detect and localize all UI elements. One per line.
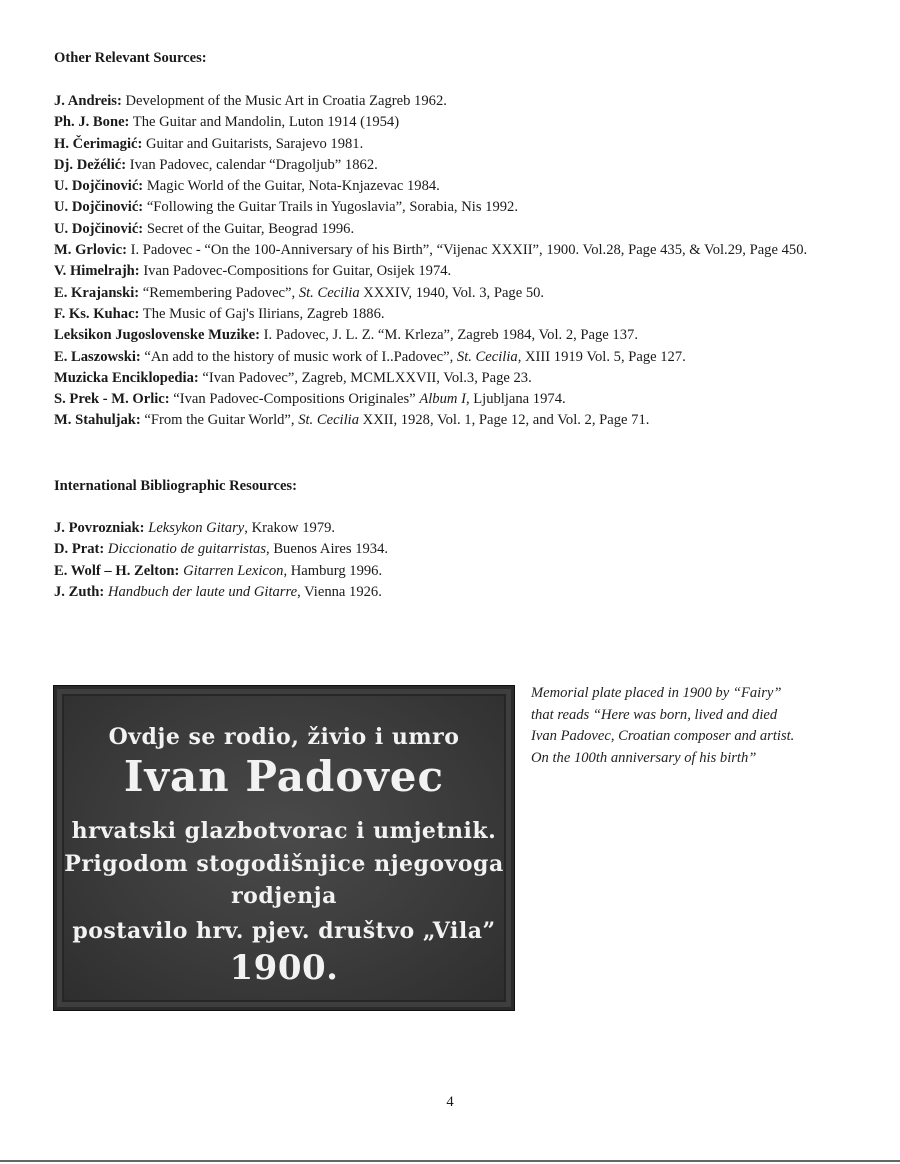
- entry-author: M. Stahuljak:: [54, 412, 141, 429]
- entry-author: Ph. J. Bone:: [54, 114, 130, 131]
- entry-author: F. Ks. Kuhac:: [54, 305, 140, 322]
- page-number: 4: [446, 1094, 454, 1110]
- memorial-plate-surface: [62, 694, 506, 1002]
- entry-title-italic: St. Cecilia: [298, 412, 360, 429]
- international-sources-list: [54, 518, 854, 603]
- bibliography-entry: [54, 197, 854, 218]
- caption-line-2: that reads “Here was born, lived and died: [531, 706, 778, 723]
- plate-line-7: 1900.: [229, 948, 339, 988]
- plate-line-3: hrvatski glazbotvorac i umjetnik.: [71, 818, 497, 844]
- entry-text-rest: , Vienna 1926.: [297, 583, 382, 600]
- bibliography-entry: [54, 176, 854, 197]
- bibliography-entry: [54, 539, 854, 560]
- plate-line-2: Ivan Padovec: [123, 752, 445, 801]
- plate-line-1: Ovdje se rodio, živio i umro: [108, 724, 460, 750]
- plate-line-4: Prigodom stogodišnjice njegovoga: [64, 851, 504, 877]
- memorial-plate-photo: [53, 685, 515, 1011]
- entry-author: H. Čerimagić:: [54, 135, 143, 152]
- bibliography-entry: [54, 240, 854, 261]
- plate-line-5: rodjenja: [231, 883, 337, 909]
- entry-author: Muzicka Enciklopedia:: [54, 369, 199, 386]
- entry-text-rest: XXII, 1928, Vol. 1, Page 12, and Vol. 2, Page 71.: [359, 412, 650, 429]
- entry-author: Dj. Dežélić:: [54, 156, 127, 173]
- entry-author: E. Krajanski:: [54, 284, 140, 301]
- entry-text: “Ivan Padovec-Compositions Originales”: [169, 391, 420, 408]
- entry-author: E. Wolf – H. Zelton:: [54, 562, 180, 579]
- entry-author: M. Grlovic:: [54, 242, 127, 259]
- entry-text: Ivan Padovec, calendar “Dragoljub” 1862.: [126, 156, 378, 173]
- entry-title-italic: Diccionatio de guitarristas: [107, 541, 267, 558]
- bibliography-entry: [54, 389, 854, 410]
- bibliography-entry: [54, 561, 854, 582]
- plate-caption: [531, 683, 861, 769]
- entry-text-rest: , Hamburg 1996.: [283, 562, 383, 579]
- entry-title-italic: Handbuch der laute und Gitarre: [107, 583, 298, 600]
- entry-text-rest: , Ljubljana 1974.: [465, 391, 566, 408]
- entry-author: U. Dojčinović:: [54, 220, 144, 237]
- entry-text: “From the Guitar World”,: [140, 412, 299, 429]
- bibliography-entry: [54, 91, 854, 112]
- entry-title-italic: St. Cecilia: [298, 284, 360, 301]
- entry-author: J. Andreis:: [54, 93, 122, 109]
- entry-text: I. Padovec, J. L. Z. “M. Krleza”, Zagreb 1984, Vol. 2, Page 137.: [259, 327, 638, 344]
- bibliography-entry: [54, 283, 854, 304]
- bibliography-entry: [54, 112, 854, 133]
- caption-line-1: Memorial plate placed in 1900 by “Fairy”: [531, 685, 782, 701]
- caption-line-3: Ivan Padovec, Croatian composer and artist.: [531, 728, 795, 744]
- bibliography-entry: [54, 134, 854, 155]
- bibliography-entry: [54, 304, 854, 325]
- entry-text-rest: XXXIV, 1940, Vol. 3, Page 50.: [359, 284, 545, 301]
- entry-text: “Following the Guitar Trails in Yugoslavia”, Sorabia, Nis 1992.: [143, 199, 518, 216]
- entry-text: I. Padovec - “On the 100-Anniversary of his Birth”, “Vijenac XXXII”, 1900. Vol.28, Page 435, & Vol.29, Page 450.: [126, 242, 808, 259]
- entry-text: Guitar and Guitarists, Sarajevo 1981.: [142, 135, 364, 152]
- entry-author: S. Prek - M. Orlic:: [54, 391, 170, 408]
- entry-text: “An add to the history of music work of I..Padovec”,: [140, 348, 457, 365]
- bibliography-entry: [54, 582, 854, 603]
- bibliography-entry: [54, 347, 854, 368]
- entry-text: Magic World of the Guitar, Nota-Knjazevac 1984.: [143, 178, 440, 195]
- bibliography-entry: [54, 518, 854, 539]
- heading-other-sources: Other Relevant Sources:: [54, 50, 207, 66]
- entry-text: “Ivan Padovec”, Zagreb, MCMLXXVII, Vol.3, Page 23.: [198, 369, 532, 386]
- entry-author: U. Dojčinović:: [54, 199, 144, 216]
- entry-title-italic: Leksykon Gitary: [148, 520, 245, 536]
- entry-text: The Guitar and Mandolin, Luton 1914 (1954): [129, 114, 400, 131]
- entry-author: J. Povrozniak:: [54, 520, 145, 536]
- entry-text-rest: , XIII 1919 Vol. 5, Page 127.: [517, 348, 686, 365]
- entry-text: “Remembering Padovec”,: [139, 284, 299, 301]
- entry-author: J. Zuth:: [54, 583, 105, 600]
- other-sources-list: [54, 91, 854, 432]
- bibliography-entry: [54, 325, 854, 346]
- entry-text-rest: , Buenos Aires 1934.: [266, 541, 389, 558]
- entry-text: The Music of Gaj's Ilirians, Zagreb 1886.: [139, 305, 385, 322]
- heading-international: International Bibliographic Resources:: [54, 478, 297, 494]
- page-edge-divider: [0, 1160, 900, 1162]
- entry-text: Secret of the Guitar, Beograd 1996.: [143, 220, 355, 237]
- entry-title-italic: Gitarren Lexicon: [183, 562, 284, 579]
- bibliography-entry: [54, 261, 854, 282]
- entry-text-rest: , Krakow 1979.: [244, 520, 336, 536]
- entry-author: Leksikon Jugoslovenske Muzike:: [54, 327, 260, 344]
- bibliography-entry: [54, 410, 854, 431]
- entry-title-italic: Album I: [419, 391, 466, 408]
- entry-text: Development of the Music Art in Croatia Zagreb 1962.: [121, 93, 447, 109]
- entry-author: V. Himelrajh:: [54, 263, 140, 280]
- plate-line-6: postavilo hrv. pjev. društvo „Vila”: [72, 918, 496, 944]
- entry-text: Ivan Padovec-Compositions for Guitar, Osijek 1974.: [139, 263, 452, 280]
- bibliography-entry: [54, 219, 854, 240]
- entry-author: D. Prat:: [54, 541, 105, 558]
- bibliography-entry: [54, 368, 854, 389]
- entry-title-italic: St. Cecilia: [456, 348, 518, 365]
- entry-author: E. Laszowski:: [54, 348, 141, 365]
- bibliography-entry: [54, 155, 854, 176]
- caption-line-4: On the 100th anniversary of his birth”: [531, 749, 757, 766]
- entry-author: U. Dojčinović:: [54, 178, 144, 195]
